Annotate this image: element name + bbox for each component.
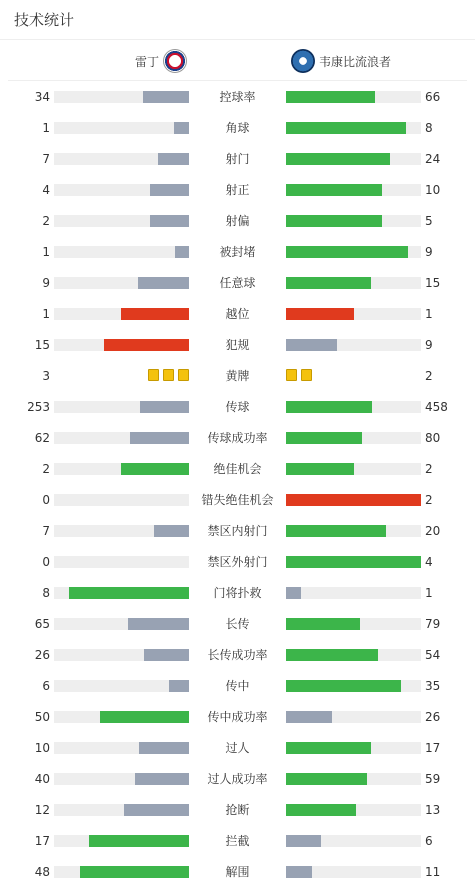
away-value: 6 bbox=[425, 834, 433, 848]
away-bar-fill bbox=[286, 525, 386, 537]
away-bar-fill bbox=[286, 215, 382, 227]
away-value: 54 bbox=[425, 648, 441, 662]
away-bar-track bbox=[286, 246, 421, 258]
home-bar-fill bbox=[143, 91, 189, 103]
away-bar-track bbox=[286, 618, 421, 630]
away-bar-track bbox=[286, 556, 421, 568]
stat-row bbox=[0, 856, 475, 887]
stat-label: 越位 bbox=[225, 307, 250, 321]
stat-row bbox=[0, 577, 475, 608]
away-bar-fill bbox=[286, 866, 312, 878]
stat-label: 传球成功率 bbox=[207, 431, 268, 445]
home-value: 15 bbox=[34, 338, 50, 352]
away-bar-track bbox=[286, 432, 421, 444]
stat-label: 过人成功率 bbox=[207, 772, 268, 786]
away-value: 24 bbox=[425, 152, 441, 166]
away-bar-fill bbox=[286, 835, 321, 847]
stat-row bbox=[0, 701, 475, 732]
home-bar-fill bbox=[139, 742, 189, 754]
away-value: 13 bbox=[425, 803, 441, 817]
stat-row bbox=[0, 205, 475, 236]
away-bar-track bbox=[286, 277, 421, 289]
stat-label: 传球 bbox=[225, 400, 250, 414]
home-value: 1 bbox=[42, 307, 50, 321]
home-bar-track bbox=[54, 835, 189, 847]
home-bar-track bbox=[54, 432, 189, 444]
home-team[interactable] bbox=[135, 49, 187, 73]
home-value: 253 bbox=[27, 400, 50, 414]
home-bar-track bbox=[54, 587, 189, 599]
home-bar-track bbox=[54, 556, 189, 568]
away-bar-fill bbox=[286, 184, 382, 196]
stat-label: 传中 bbox=[225, 679, 250, 693]
away-bar-fill bbox=[286, 122, 406, 134]
home-bar-fill bbox=[121, 308, 189, 320]
away-value: 2 bbox=[425, 369, 433, 383]
away-team-name: 韦康比流浪者 bbox=[319, 54, 392, 69]
home-bar-track bbox=[54, 804, 189, 816]
home-bar-track bbox=[54, 463, 189, 475]
home-bar-fill bbox=[69, 587, 189, 599]
stat-label: 长传成功率 bbox=[207, 648, 268, 662]
stat-row bbox=[0, 112, 475, 143]
stat-label: 错失绝佳机会 bbox=[201, 493, 274, 507]
stat-row bbox=[0, 794, 475, 825]
stat-label: 长传 bbox=[225, 617, 250, 631]
home-bar-fill bbox=[174, 122, 189, 134]
stat-row bbox=[0, 732, 475, 763]
home-value: 0 bbox=[42, 493, 50, 507]
away-value: 26 bbox=[425, 710, 441, 724]
home-bar-fill bbox=[104, 339, 189, 351]
home-bar-fill bbox=[80, 866, 189, 878]
stat-label: 解围 bbox=[225, 865, 250, 879]
stat-label: 绝佳机会 bbox=[213, 462, 262, 476]
home-value: 2 bbox=[42, 214, 50, 228]
home-bar-fill bbox=[140, 401, 189, 413]
away-value: 17 bbox=[425, 741, 441, 755]
home-value: 0 bbox=[42, 555, 50, 569]
away-bar-fill bbox=[286, 556, 421, 568]
away-bar-fill bbox=[286, 432, 362, 444]
home-bar-track bbox=[54, 215, 189, 227]
home-value: 17 bbox=[34, 834, 50, 848]
home-bar-track bbox=[54, 153, 189, 165]
away-bar-track bbox=[286, 804, 421, 816]
stat-row bbox=[0, 174, 475, 205]
stat-row bbox=[0, 267, 475, 298]
away-value: 10 bbox=[425, 183, 441, 197]
away-value: 5 bbox=[425, 214, 433, 228]
stat-label: 被封堵 bbox=[219, 245, 256, 259]
away-bar-fill bbox=[286, 246, 408, 258]
page-title: 技术统计 bbox=[14, 11, 75, 29]
home-value: 6 bbox=[42, 679, 50, 693]
away-value: 458 bbox=[425, 400, 448, 414]
away-value: 79 bbox=[425, 617, 441, 631]
home-value: 62 bbox=[34, 431, 50, 445]
away-bar-track bbox=[286, 525, 421, 537]
home-bar-fill bbox=[154, 525, 189, 537]
stat-row bbox=[0, 484, 475, 515]
home-bar-track bbox=[54, 184, 189, 196]
away-bar-fill bbox=[286, 711, 332, 723]
away-bar-track bbox=[286, 711, 421, 723]
stat-label: 禁区外射门 bbox=[207, 555, 268, 569]
away-value: 80 bbox=[425, 431, 441, 445]
away-bar-track bbox=[286, 494, 421, 506]
away-bar-fill bbox=[286, 587, 301, 599]
away-bar-track bbox=[286, 649, 421, 661]
away-bar-track bbox=[286, 339, 421, 351]
stat-row bbox=[0, 422, 475, 453]
home-value: 8 bbox=[42, 586, 50, 600]
home-bar-track bbox=[54, 494, 189, 506]
home-bar-track bbox=[54, 122, 189, 134]
home-bar-fill bbox=[138, 277, 189, 289]
home-bar-track bbox=[54, 308, 189, 320]
home-bar-track bbox=[54, 773, 189, 785]
home-bar-track bbox=[54, 246, 189, 258]
away-value: 66 bbox=[425, 90, 441, 104]
yellow-card-icon bbox=[163, 369, 174, 381]
away-bar-fill bbox=[286, 91, 375, 103]
stat-label: 角球 bbox=[225, 121, 250, 135]
home-bar-fill bbox=[158, 153, 189, 165]
home-value: 50 bbox=[34, 710, 50, 724]
stats-header bbox=[0, 0, 475, 40]
away-bar-fill bbox=[286, 773, 367, 785]
yellow-card-icon bbox=[178, 369, 189, 381]
stat-row bbox=[0, 546, 475, 577]
home-bar-track bbox=[54, 91, 189, 103]
stat-label: 拦截 bbox=[225, 834, 250, 848]
home-bar-fill bbox=[89, 835, 189, 847]
home-bar-fill bbox=[150, 215, 189, 227]
away-team[interactable] bbox=[291, 49, 391, 73]
away-value: 11 bbox=[425, 865, 441, 879]
stat-label: 任意球 bbox=[219, 276, 256, 290]
away-value: 1 bbox=[425, 307, 433, 321]
away-value: 8 bbox=[425, 121, 433, 135]
home-value: 2 bbox=[42, 462, 50, 476]
away-value: 59 bbox=[425, 772, 441, 786]
away-bar-track bbox=[286, 742, 421, 754]
home-value: 4 bbox=[42, 183, 50, 197]
home-value: 48 bbox=[34, 865, 50, 879]
stat-label: 控球率 bbox=[219, 90, 256, 104]
home-bar-fill bbox=[121, 463, 189, 475]
away-bar-track bbox=[286, 153, 421, 165]
home-bar-track bbox=[54, 866, 189, 878]
stat-row bbox=[0, 608, 475, 639]
away-team-crest-icon bbox=[291, 49, 315, 73]
home-bar-track bbox=[54, 649, 189, 661]
away-value: 4 bbox=[425, 555, 433, 569]
away-bar-fill bbox=[286, 804, 356, 816]
stat-label: 传中成功率 bbox=[207, 710, 268, 724]
away-bar-track bbox=[286, 184, 421, 196]
away-bar-track bbox=[286, 587, 421, 599]
away-bar-track bbox=[286, 835, 421, 847]
home-bar-fill bbox=[150, 184, 189, 196]
away-bar-fill bbox=[286, 494, 421, 506]
away-bar-fill bbox=[286, 618, 360, 630]
home-bar-fill bbox=[175, 246, 189, 258]
away-value: 20 bbox=[425, 524, 441, 538]
home-value: 10 bbox=[34, 741, 50, 755]
home-bar-fill bbox=[124, 804, 189, 816]
home-team-crest-icon bbox=[163, 49, 187, 73]
home-value: 40 bbox=[34, 772, 50, 786]
away-bar-fill bbox=[286, 463, 354, 475]
home-bar-track bbox=[54, 711, 189, 723]
away-value: 2 bbox=[425, 462, 433, 476]
away-bar-track bbox=[286, 866, 421, 878]
away-bar-fill bbox=[286, 339, 337, 351]
yellow-card-icon bbox=[301, 369, 312, 381]
home-bar-track bbox=[54, 401, 189, 413]
stat-row bbox=[0, 329, 475, 360]
home-bar-fill bbox=[135, 773, 189, 785]
stat-row bbox=[0, 670, 475, 701]
away-bar-track bbox=[286, 308, 421, 320]
away-bar-track bbox=[286, 773, 421, 785]
home-value: 65 bbox=[34, 617, 50, 631]
stat-row bbox=[0, 453, 475, 484]
home-yellow-cards bbox=[148, 369, 189, 381]
stat-label: 射正 bbox=[225, 183, 250, 197]
stat-row bbox=[0, 298, 475, 329]
away-value: 9 bbox=[425, 338, 433, 352]
home-value: 1 bbox=[42, 121, 50, 135]
stat-label: 过人 bbox=[225, 741, 250, 755]
stat-row bbox=[0, 639, 475, 670]
stat-label: 犯规 bbox=[225, 338, 250, 352]
stat-row bbox=[0, 391, 475, 422]
away-bar-fill bbox=[286, 153, 390, 165]
away-value: 15 bbox=[425, 276, 441, 290]
stat-row bbox=[0, 763, 475, 794]
away-bar-fill bbox=[286, 401, 372, 413]
stat-label: 射偏 bbox=[225, 214, 250, 228]
away-value: 2 bbox=[425, 493, 433, 507]
away-bar-track bbox=[286, 91, 421, 103]
away-value: 9 bbox=[425, 245, 433, 259]
stat-label: 射门 bbox=[225, 152, 250, 166]
team-header bbox=[8, 41, 467, 81]
home-bar-track bbox=[54, 277, 189, 289]
away-bar-track bbox=[286, 680, 421, 692]
home-bar-track bbox=[54, 618, 189, 630]
stat-row bbox=[0, 360, 475, 391]
stat-label: 门将扑救 bbox=[213, 586, 262, 600]
stat-row bbox=[0, 81, 475, 112]
stat-row bbox=[0, 825, 475, 856]
home-bar-fill bbox=[100, 711, 189, 723]
away-bar-track bbox=[286, 122, 421, 134]
away-bar-fill bbox=[286, 680, 401, 692]
home-bar-fill bbox=[128, 618, 189, 630]
home-value: 34 bbox=[34, 90, 50, 104]
away-bar-track bbox=[286, 215, 421, 227]
away-value: 1 bbox=[425, 586, 433, 600]
home-value: 3 bbox=[42, 369, 50, 383]
home-bar-track bbox=[54, 525, 189, 537]
away-bar-fill bbox=[286, 308, 354, 320]
home-value: 26 bbox=[34, 648, 50, 662]
home-bar-fill bbox=[169, 680, 189, 692]
away-bar-track bbox=[286, 401, 421, 413]
stat-label: 禁区内射门 bbox=[207, 524, 268, 538]
home-bar-track bbox=[54, 339, 189, 351]
stat-row bbox=[0, 236, 475, 267]
yellow-card-icon bbox=[148, 369, 159, 381]
home-value: 9 bbox=[42, 276, 50, 290]
stat-label: 抢断 bbox=[225, 803, 250, 817]
home-bar-fill bbox=[144, 649, 189, 661]
away-value: 35 bbox=[425, 679, 441, 693]
home-value: 7 bbox=[42, 524, 50, 538]
home-team-name: 雷丁 bbox=[134, 54, 159, 69]
stat-row bbox=[0, 515, 475, 546]
stat-row bbox=[0, 143, 475, 174]
home-bar-track bbox=[54, 680, 189, 692]
away-bar-track bbox=[286, 463, 421, 475]
away-yellow-cards bbox=[286, 369, 312, 381]
home-bar-fill bbox=[130, 432, 189, 444]
yellow-card-icon bbox=[286, 369, 297, 381]
stat-label: 黄牌 bbox=[225, 369, 250, 383]
home-value: 1 bbox=[42, 245, 50, 259]
away-bar-fill bbox=[286, 277, 371, 289]
away-bar-fill bbox=[286, 742, 371, 754]
home-value: 12 bbox=[34, 803, 50, 817]
home-bar-track bbox=[54, 742, 189, 754]
home-value: 7 bbox=[42, 152, 50, 166]
away-bar-fill bbox=[286, 649, 378, 661]
